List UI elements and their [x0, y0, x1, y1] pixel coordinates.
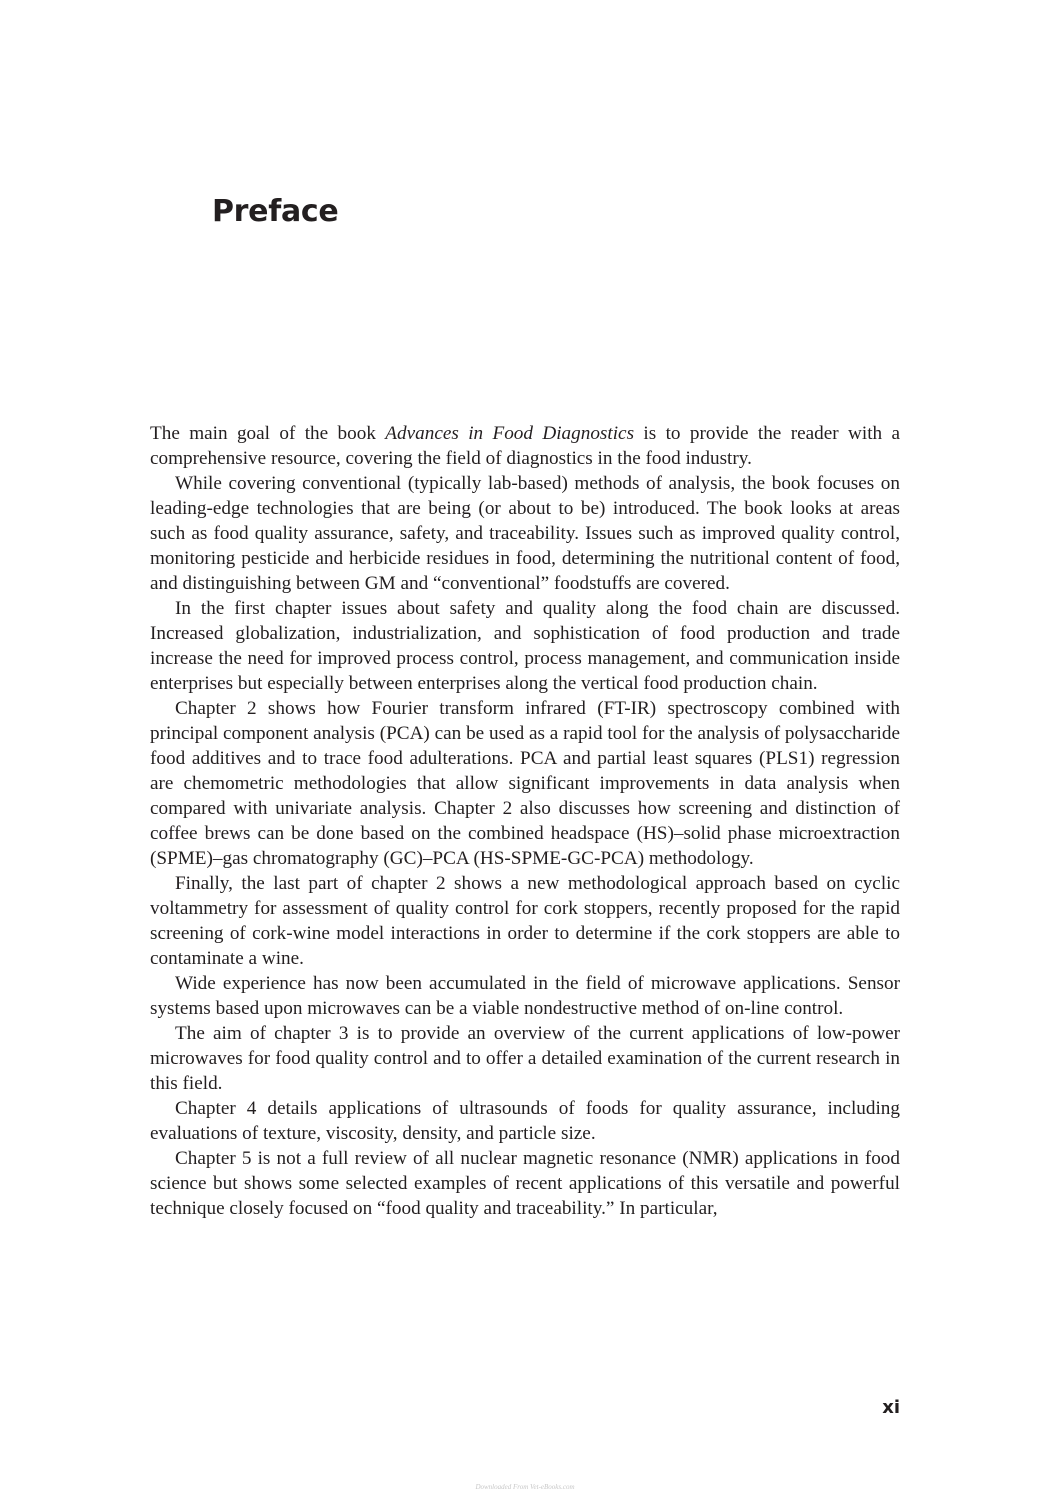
paragraph-1-text-end: is to provide the reader with a comprehensive resource, covering the field of diagnostics in the food industry.	[150, 423, 901, 469]
paragraph-9: Chapter 5 is not a full review of all nuclear magnetic resonance (NMR) applications in food science but shows some selected examples of recent applications of this versatile and powerful technique closely focused on “food quality and traceability.” In particular,	[150, 1148, 900, 1219]
paragraph-1	[150, 421, 900, 471]
paragraph-7: The aim of chapter 3 is to provide an overview of the current applications of low-power microwaves for food quality control and to offer a detailed examination of the current research in this field.	[150, 1023, 900, 1094]
preface-body	[150, 421, 900, 1221]
paragraph-1-text-start: The main goal of the book	[150, 423, 386, 444]
paragraph-4: Chapter 2 shows how Fourier transform infrared (FT-IR) spectroscopy combined with principal component analysis (PCA) can be used as a rapid tool for the analysis of polysaccharide food additives and to trace food adulterations. PCA and partial least squares (PLS1) regression are chemometric methodologies that allow significant improvements in data analysis when compared with univariate analysis. Chapter 2 also discusses how screening and distinction of coffee brews can be done based on the combined headspace (HS)–solid phase microextraction (SPME)–gas chromatography (GC)–PCA (HS-SPME-​GC-PCA) methodology.	[150, 698, 900, 869]
paragraph-6: Wide experience has now been accumulated in the field of microwave applications. Sensor systems based upon microwaves can be a viable nondestructive method of on-line control.	[150, 973, 900, 1019]
paragraph-2: While covering conventional (typically lab-based) methods of analysis, the book focuses on leading-edge technologies that are being (or about to be) introduced. The book looks at areas such as food quality assurance, safety, and traceability. Issues such as improved quality control, monitoring pesticide and herbicide residues in food, determining the nutritional content of food, and distinguishing between GM and “conventional” foodstuffs are covered.	[150, 473, 900, 594]
paragraph-5: Finally, the last part of chapter 2 shows a new methodological approach based on cyclic voltammetry for assessment of quality control for cork stoppers, recently proposed for the rapid screening of cork-wine model interactions in order to determine if the cork stoppers are able to contaminate a wine.	[150, 873, 900, 969]
book-title: Advances in Food Diagnostics	[385, 423, 635, 444]
page-number: xi	[882, 1397, 900, 1418]
paragraph-3: In the first chapter issues about safety and quality along the food chain are discussed. Increased globalization, industrialization, and sophistication of food production and trade increase the need for improved process control, process management, and communication inside enterprises but especially between enterprises along the vertical food production chain.	[150, 598, 900, 694]
page-title: Preface	[212, 194, 339, 229]
paragraph-8: Chapter 4 details applications of ultrasounds of foods for quality assurance, including evaluations of texture, viscosity, density, and particle size.	[150, 1098, 900, 1144]
footer-note: Downloaded From Vet-eBooks.com	[475, 1483, 575, 1491]
